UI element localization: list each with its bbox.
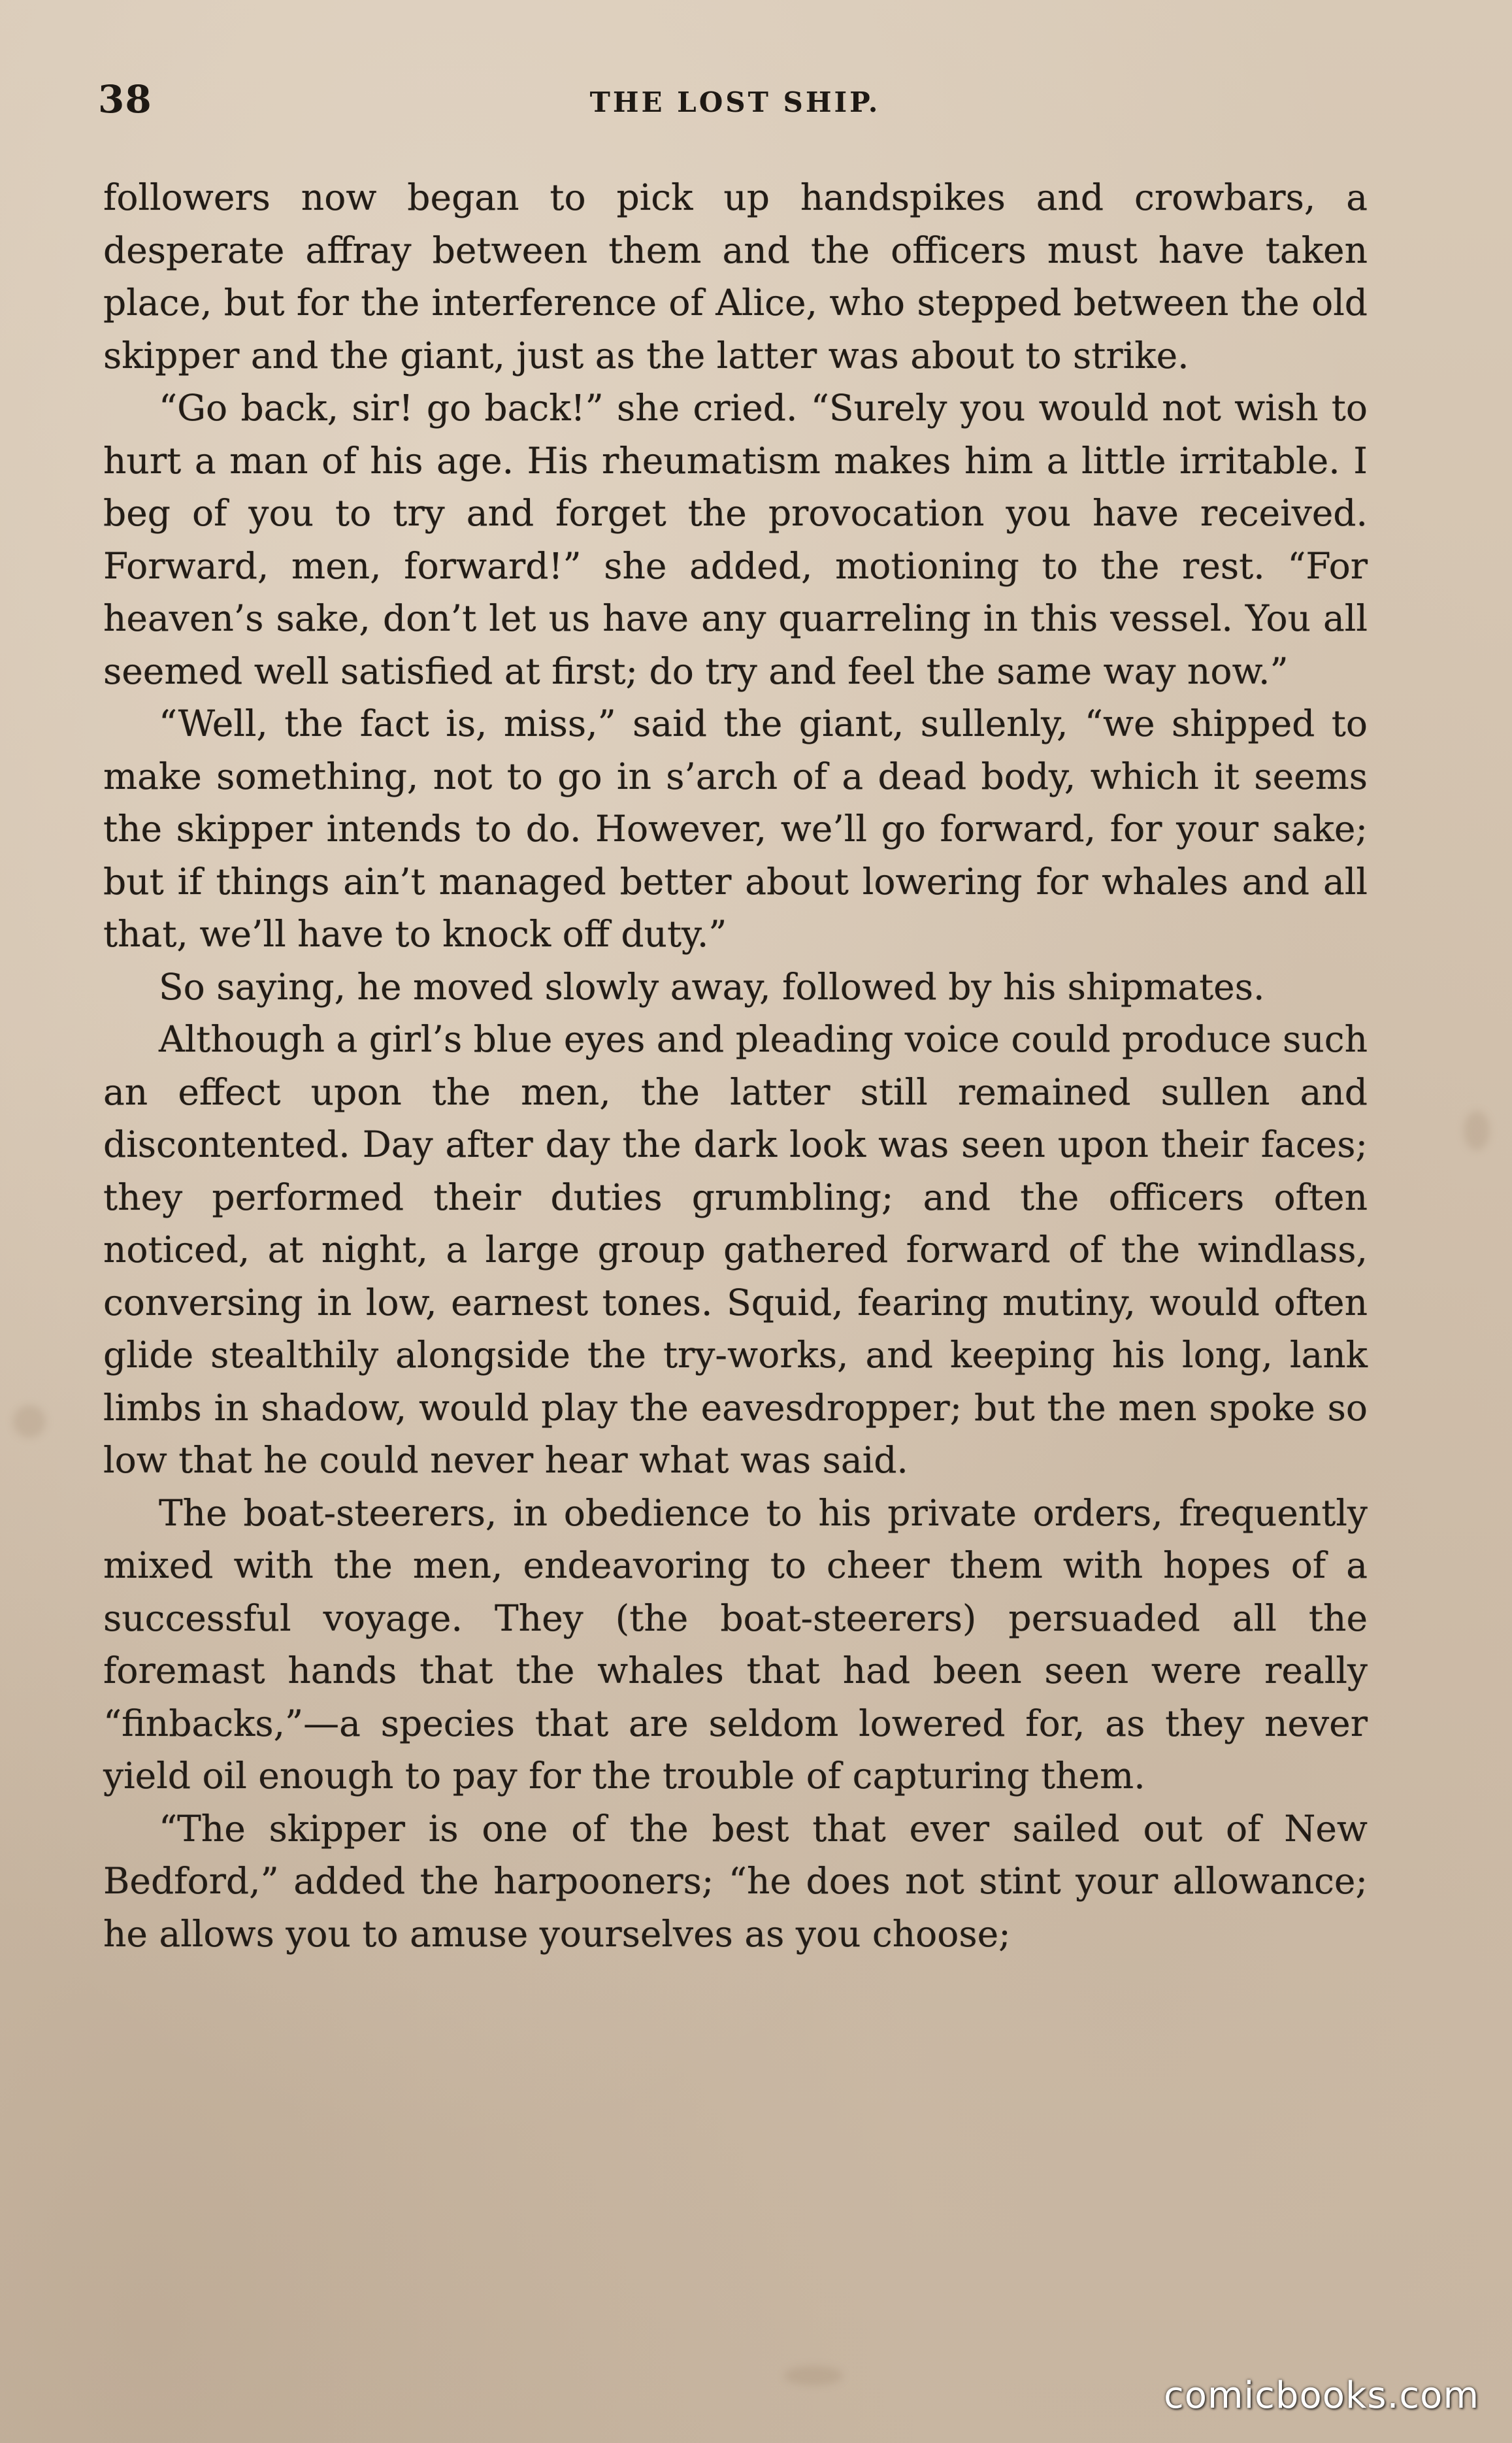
running-head: THE LOST SHIP. [589, 86, 881, 118]
site-watermark: comicbooks.com [1163, 2374, 1479, 2417]
paragraph: “The skipper is one of the best that ever sailed out of New Bedford,” added the harpooners; “he does not stint your allowance; he allows you to amuse yourselves as you choose; [103, 1807, 1368, 1955]
page-number: 38 [98, 77, 152, 122]
paragraph: So saying, he moved slowly away, followed by his shipmates. [159, 965, 1265, 1008]
paragraph: “Well, the fact is, miss,” said the giant, sullenly, “we shipped to make something, not to go in s’arch of a dead body, which it seems the skipper intends to do. However, we’ll go forward, for your sake; but if things ain’t managed better about lowering for whales and all that, we’ll have to knock off duty.” [103, 703, 1368, 955]
paper-stain [784, 2366, 843, 2385]
paper-stain [1464, 1111, 1490, 1150]
body-text [103, 171, 1368, 1960]
paper-stain [13, 1405, 46, 1438]
paragraph: Although a girl’s blue eyes and pleading voice could produce such an effect upon the men, the latter still remained sullen and discontented. Day after day the dark look was seen upon their faces; they performed their duties grumbling; and the officers often noticed, at night, a large group gathered forward of the windlass, conversing in low, earnest tones. Squid, fearing mutiny, would often glide stealthily alongside the try-works, and keeping his long, lank limbs in shadow, would play the eavesdropper; but the men spoke so low that he could never hear what was said. [103, 1018, 1368, 1481]
page-header [98, 77, 1372, 129]
paragraph: followers now began to pick up handspikes and crowbars, a desperate affray between them and the officers must have taken place, but for the interference of Alice, who stepped between the old skipper and the giant, just as the latter was about to strike. [103, 176, 1368, 376]
paragraph: The boat-steerers, in obedience to his private orders, frequently mixed with the men, endeavoring to cheer them with hopes of a successful voyage. They (the boat-steerers) persuaded all the foremast hands that the whales that had been seen were really “finbacks,”—a species that are seldom lowered for, as they never yield oil enough to pay for the trouble of capturing them. [103, 1491, 1368, 1797]
paragraph: “Go back, sir! go back!” she cried. “Surely you would not wish to hurt a man of his age. His rheumatism makes him a little irritable. I beg of you to try and forget the provocation you have received. Forward, men, forward!” she added, motioning to the rest. “For heaven’s sake, don’t let us have any quarreling in this vessel. You all seemed well satisfied at first; do try and feel the same way now.” [103, 387, 1368, 692]
